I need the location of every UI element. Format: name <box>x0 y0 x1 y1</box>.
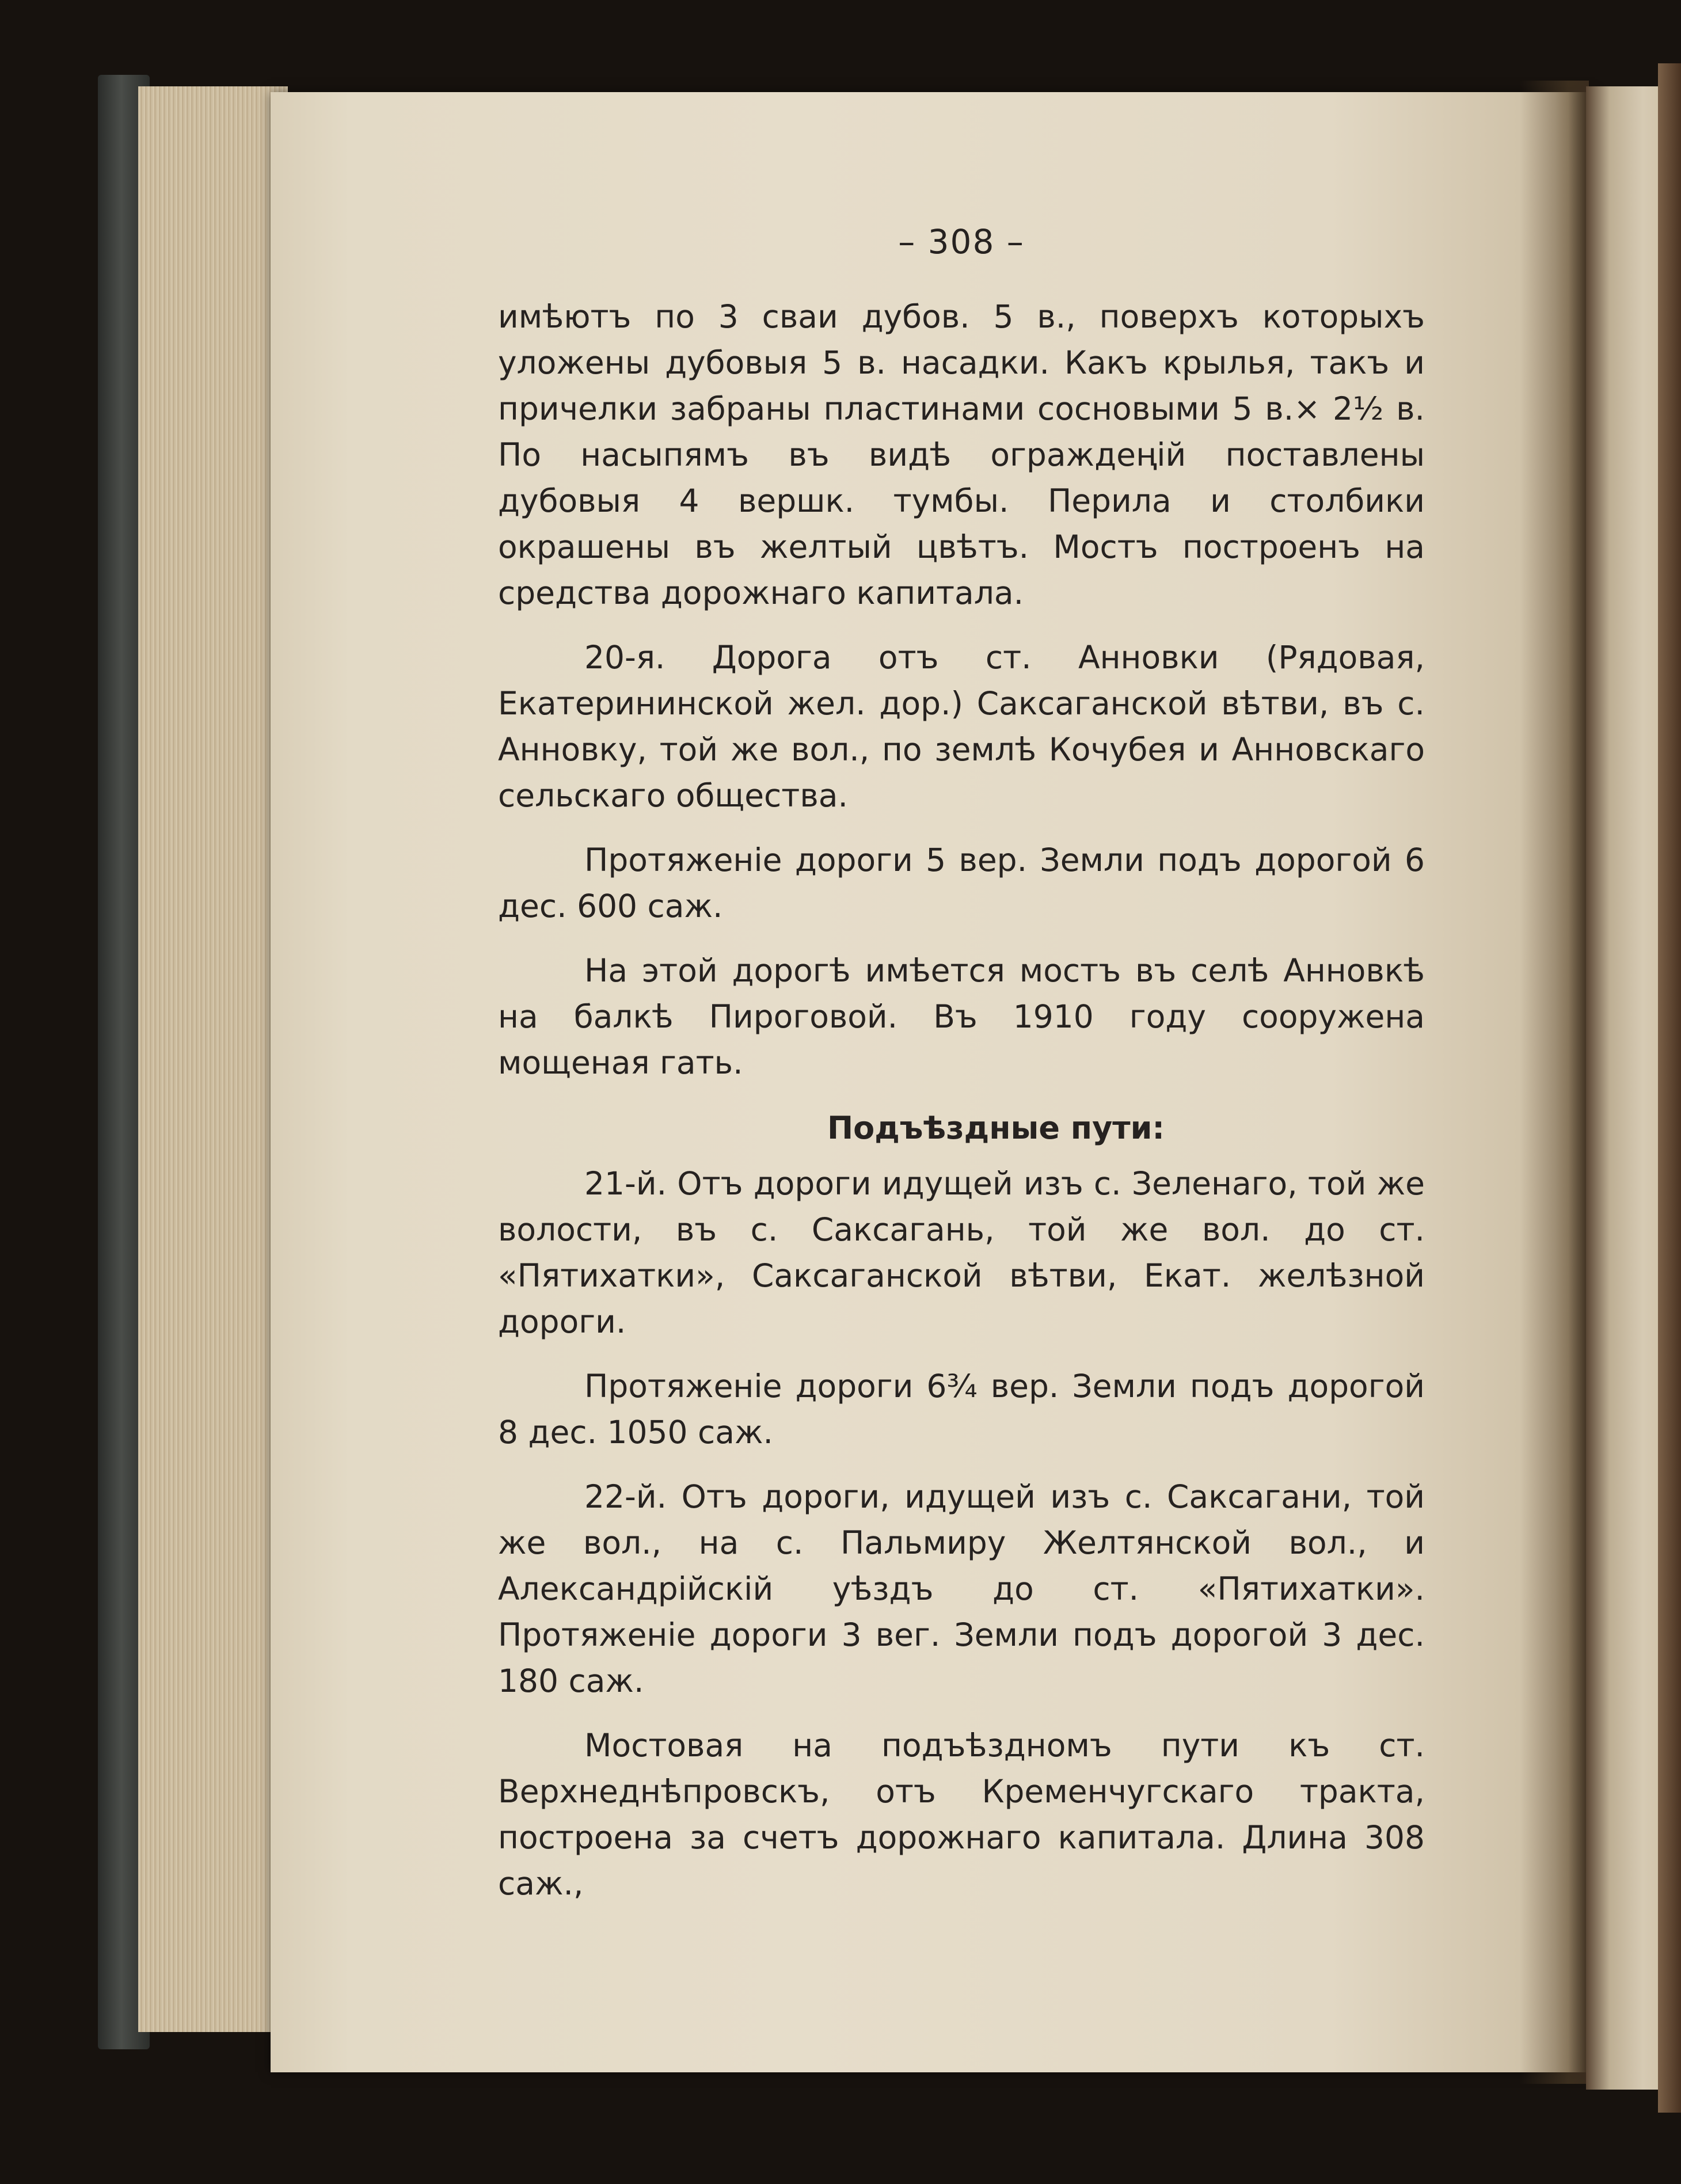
paragraph-7: 22-й. Отъ дороги, идущей изъ с. Саксагани, той же вол., на с. Пальмиру Желтянской вол., и Александрійскій уѣздъ до ст. «Пятихатки». Протяженіе дороги 3 вег. Земли подъ дорогой 3 дес. 180 саж. <box>498 1478 1425 1699</box>
paragraph-8: Мостовая на подъѣздномъ пути къ ст. Верхнеднѣпровскъ, отъ Кременчугскаго тракта, построена за счетъ дорожнаго капитала. Длина 308 саж., <box>498 1727 1425 1902</box>
page-edges <box>138 86 288 2032</box>
page-gutter-shadow <box>1520 81 1589 2084</box>
paragraph-6: Протяженіе дороги 6¾ вер. Земли подъ дорогой 8 дес. 1050 саж. <box>498 1368 1425 1451</box>
paragraph-2: 20-я. Дорога отъ ст. Анновки (Рядовая, Екатерининской жел. дор.) Саксаганской вѣтви, въ с. Анновку, той же вол., по землѣ Кочубея и Анновскаго сельскаго общества. <box>498 639 1425 814</box>
paragraph-4: На этой дорогѣ имѣется мостъ въ селѣ Анновкѣ на балкѣ Пироговой. Въ 1910 году сооружена мощеная гать. <box>498 952 1425 1081</box>
paragraph-1: имѣютъ по 3 сваи дубов. 5 в., поверхъ которыхъ уложены дубовыя 5 в. насадки. Какъ крылья, такъ и причелки забраны пластинами сосновыми 5 в.× 2½ в. По насыпямъ въ видѣ ограждеңій поставлены дубовыя 4 вершк. тумбы. Перила и столбики окрашены въ желтый цвѣтъ. Мостъ построенъ на средства дорожнаго капитала. <box>498 298 1425 611</box>
section-heading: Подъѣздные пути: <box>827 1110 1165 1146</box>
book-cover-right <box>1658 63 1681 2113</box>
page-text <box>498 219 1425 1907</box>
page-number: – 308 – <box>898 222 1025 261</box>
paragraph-3: Протяженіе дороги 5 вер. Земли подъ дорогой 6 дес. 600 саж. <box>498 842 1425 924</box>
paragraph-5: 21-й. Отъ дороги идущей изъ с. Зеленаго, той же волости, въ с. Саксагань, той же вол. до ст. «Пятихатки», Саксаганской вѣтви, Екат. желѣзной дороги. <box>498 1165 1425 1340</box>
